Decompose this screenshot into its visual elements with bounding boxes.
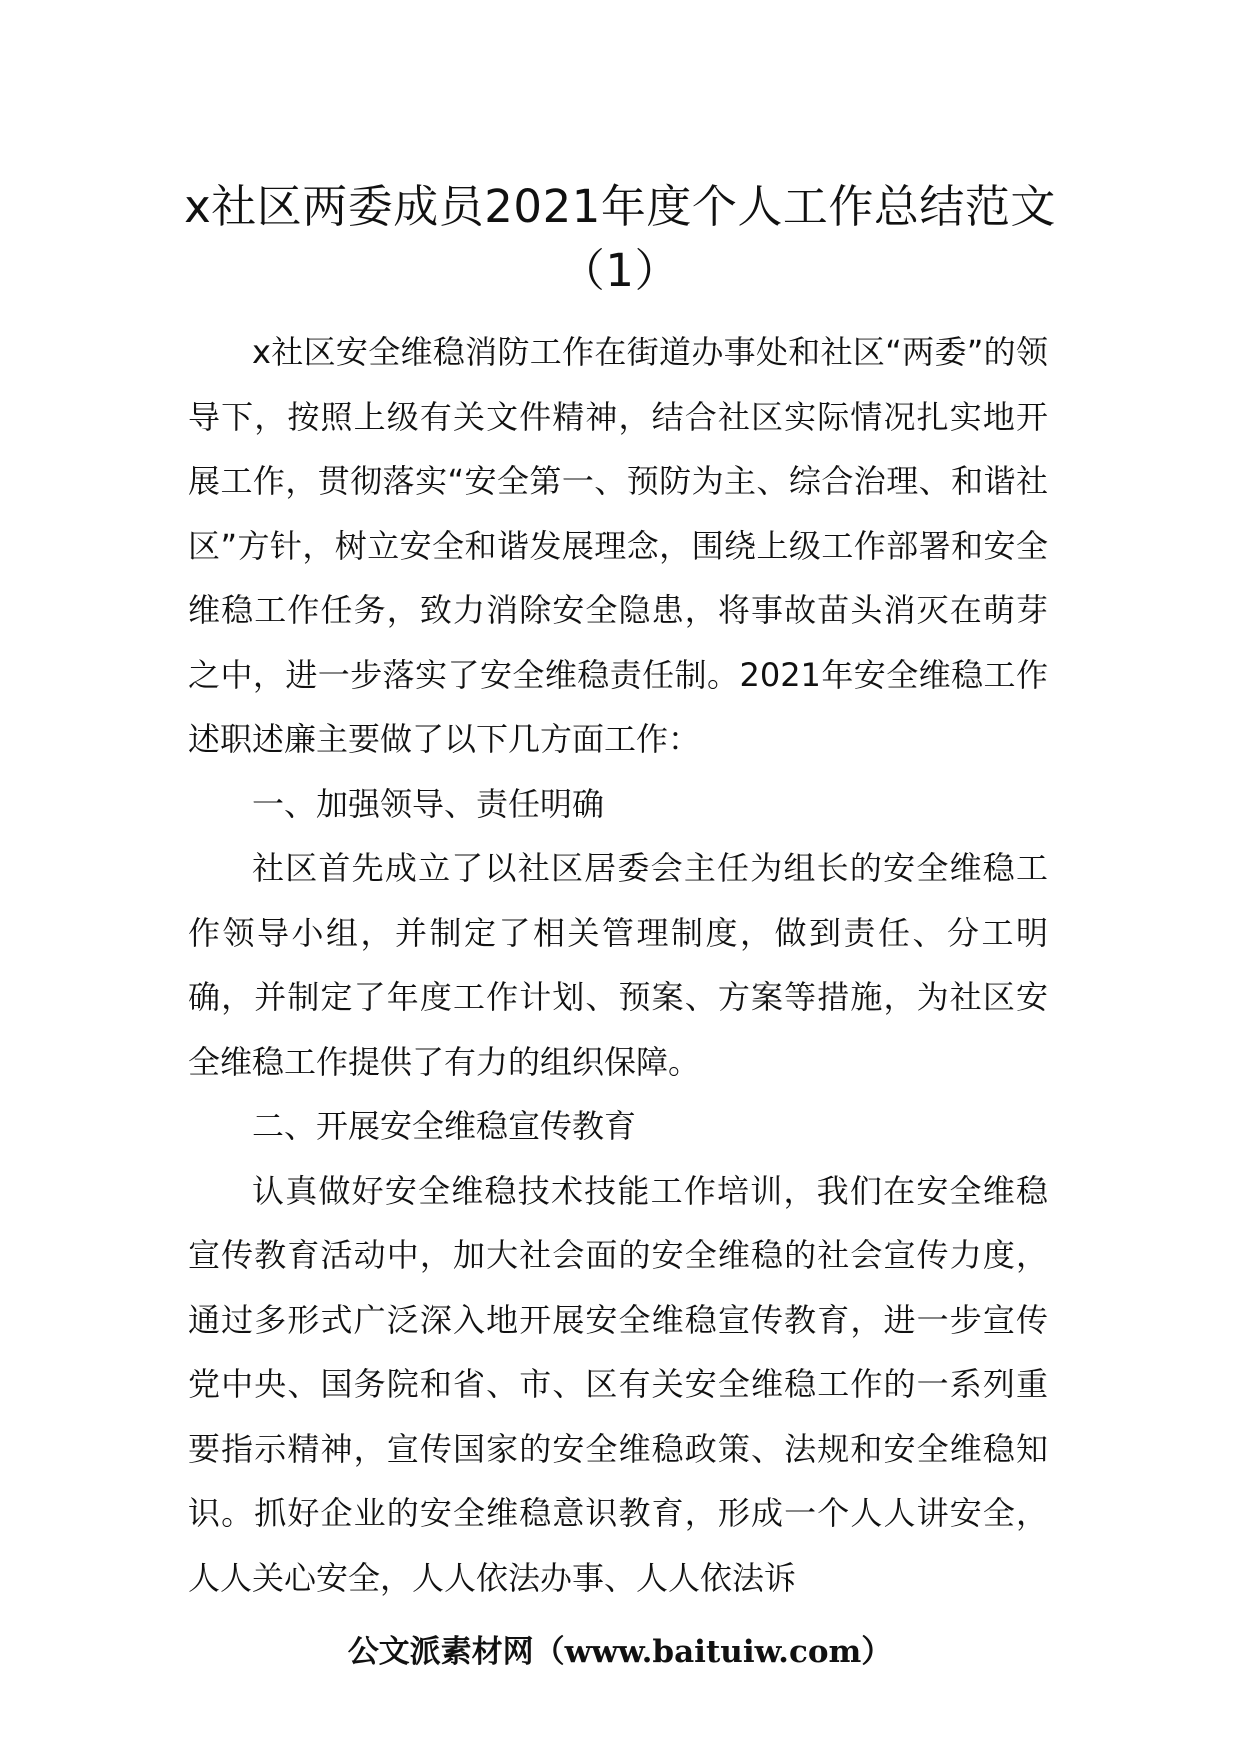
document-body xyxy=(188,320,1048,1610)
section-heading-2: 二、开展安全维稳宣传教育 xyxy=(252,1107,637,1145)
document-title: x社区两委成员2021年度个人工作总结范文（1） xyxy=(184,180,1056,297)
intro-paragraph: x社区安全维稳消防工作在街道办事处和社区“两委”的领导下，按照上级有关文件精神，结合社区实际情况扎实地开展工作，贯彻落实“安全第一、预防为主、综合治理、和谐社区”方针，树立安全和谐发展理念，围绕上级工作部署和安全维稳工作任务，致力消除安全隐患，将事故苗头消灭在萌芽之中，进一步落实了安全维稳责任制。2021年安全维稳工作述职述廉主要做了以下几方面工作： xyxy=(188,333,1048,758)
source-watermark: 公文派素材网（www.baituiw.com） xyxy=(347,1634,893,1670)
section-paragraph-1: 社区首先成立了以社区居委会主任为组长的安全维稳工作领导小组，并制定了相关管理制度，做到责任、分工明确，并制定了年度工作计划、预案、方案等措施，为社区安全维稳工作提供了有力的组织保障。 xyxy=(188,849,1048,1081)
section-paragraph-2: 认真做好安全维稳技术技能工作培训，我们在安全维稳宣传教育活动中，加大社会面的安全维稳的社会宣传力度，通过多形式广泛深入地开展安全维稳宣传教育，进一步宣传党中央、国务院和省、市、区有关安全维稳工作的一系列重要指示精神，宣传国家的安全维稳政策、法规和安全维稳知识。抓好企业的安全维稳意识教育，形成一个人人讲安全，人人关心安全，人人依法办事、人人依法诉 xyxy=(188,1171,1048,1597)
section-heading-1: 一、加强领导、责任明确 xyxy=(252,784,605,823)
